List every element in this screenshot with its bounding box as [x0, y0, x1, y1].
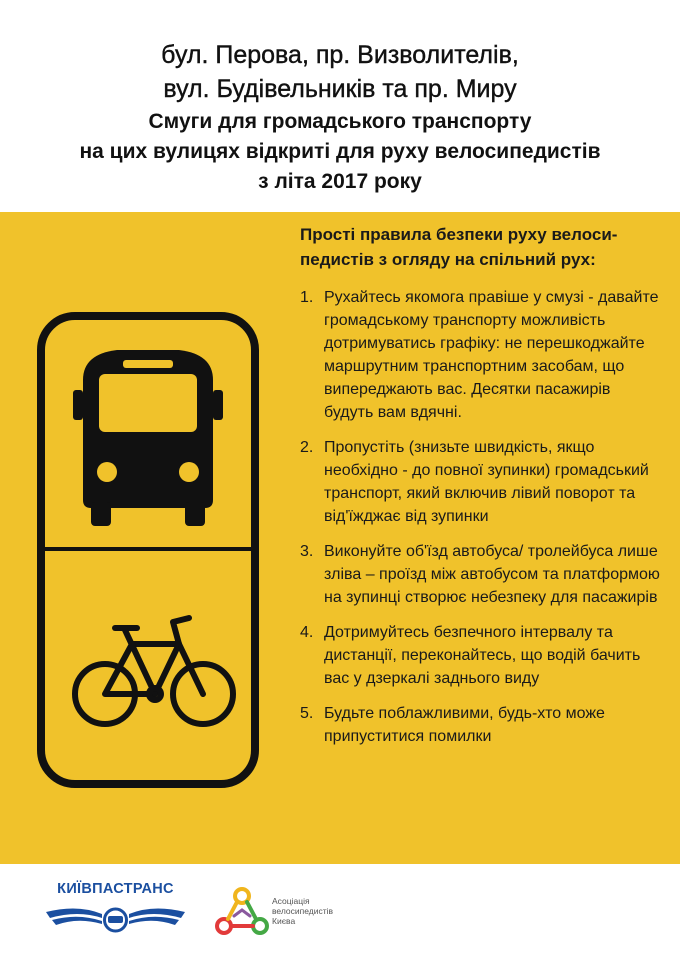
rule-text: Будьте поблажливими, будь-хто може припуститися помилки [324, 705, 605, 745]
rule-item [300, 621, 660, 690]
avk-line-1: Асоціація [272, 896, 310, 906]
rule-number: 1. [300, 289, 314, 306]
kyivpastrans-name: КИЇВПАСТРАНС [57, 881, 174, 897]
header [0, 0, 680, 212]
rules-title-line-1: Прості правила безпеки руху велоси- [300, 225, 618, 244]
rule-text: Рухайтесь якомога правіше у смузі - давайте громадському транспорту можливість дотримуватись графіку: не перешкоджайте маршрутним транспортним засобам, що випереджають вас. Десятки пасажирів будуть вам вдячні. [324, 289, 659, 421]
subheading-line-1: Смуги для громадського транспорту [148, 110, 532, 133]
subheading-line-2: на цих вулицях відкриті для руху велосипедистів [79, 140, 601, 163]
rule-item [300, 436, 660, 528]
rules-title-line-2: педистів з огляду на спільний рух: [300, 250, 596, 269]
rules-title [300, 222, 660, 272]
bus-lane-sign [37, 312, 259, 788]
bicycle-icon [75, 618, 233, 724]
rule-text: Виконуйте об'їзд автобуса/ тролейбуса лише зліва – проїзд між автобусом та платформою на зупинці створює небезпеку для пасажирів [324, 543, 660, 606]
rule-number: 5. [300, 705, 314, 722]
rule-text: Пропустіть (знизьте швидкість, якщо необхідно - до повної зупинки) громадський транспорт, який включив лівий поворот та від'їжджає від зупинки [324, 439, 649, 525]
rule-item [300, 540, 660, 609]
heading-line-2: вул. Будівельників та пр. Миру [163, 75, 517, 103]
rule-number: 3. [300, 543, 314, 560]
rule-item [300, 286, 660, 424]
rule-item [300, 702, 660, 748]
avk-line-2: велосипедистів [272, 906, 334, 916]
avk-logo [212, 886, 272, 938]
avk-name [272, 896, 333, 926]
avk-line-3: Києва [272, 916, 296, 926]
bus-icon [73, 350, 223, 526]
safety-rules [300, 222, 660, 760]
rule-number: 2. [300, 439, 314, 456]
rule-text: Дотримуйтесь безпечного інтервалу та дистанції, переконайтесь, що водій бачить вас у дзеркалі заднього виду [324, 624, 641, 687]
rule-number: 4. [300, 624, 314, 641]
subheading-line-3: з літа 2017 року [258, 170, 422, 193]
heading-line-1: бул. Перова, пр. Визволителів, [161, 41, 519, 69]
